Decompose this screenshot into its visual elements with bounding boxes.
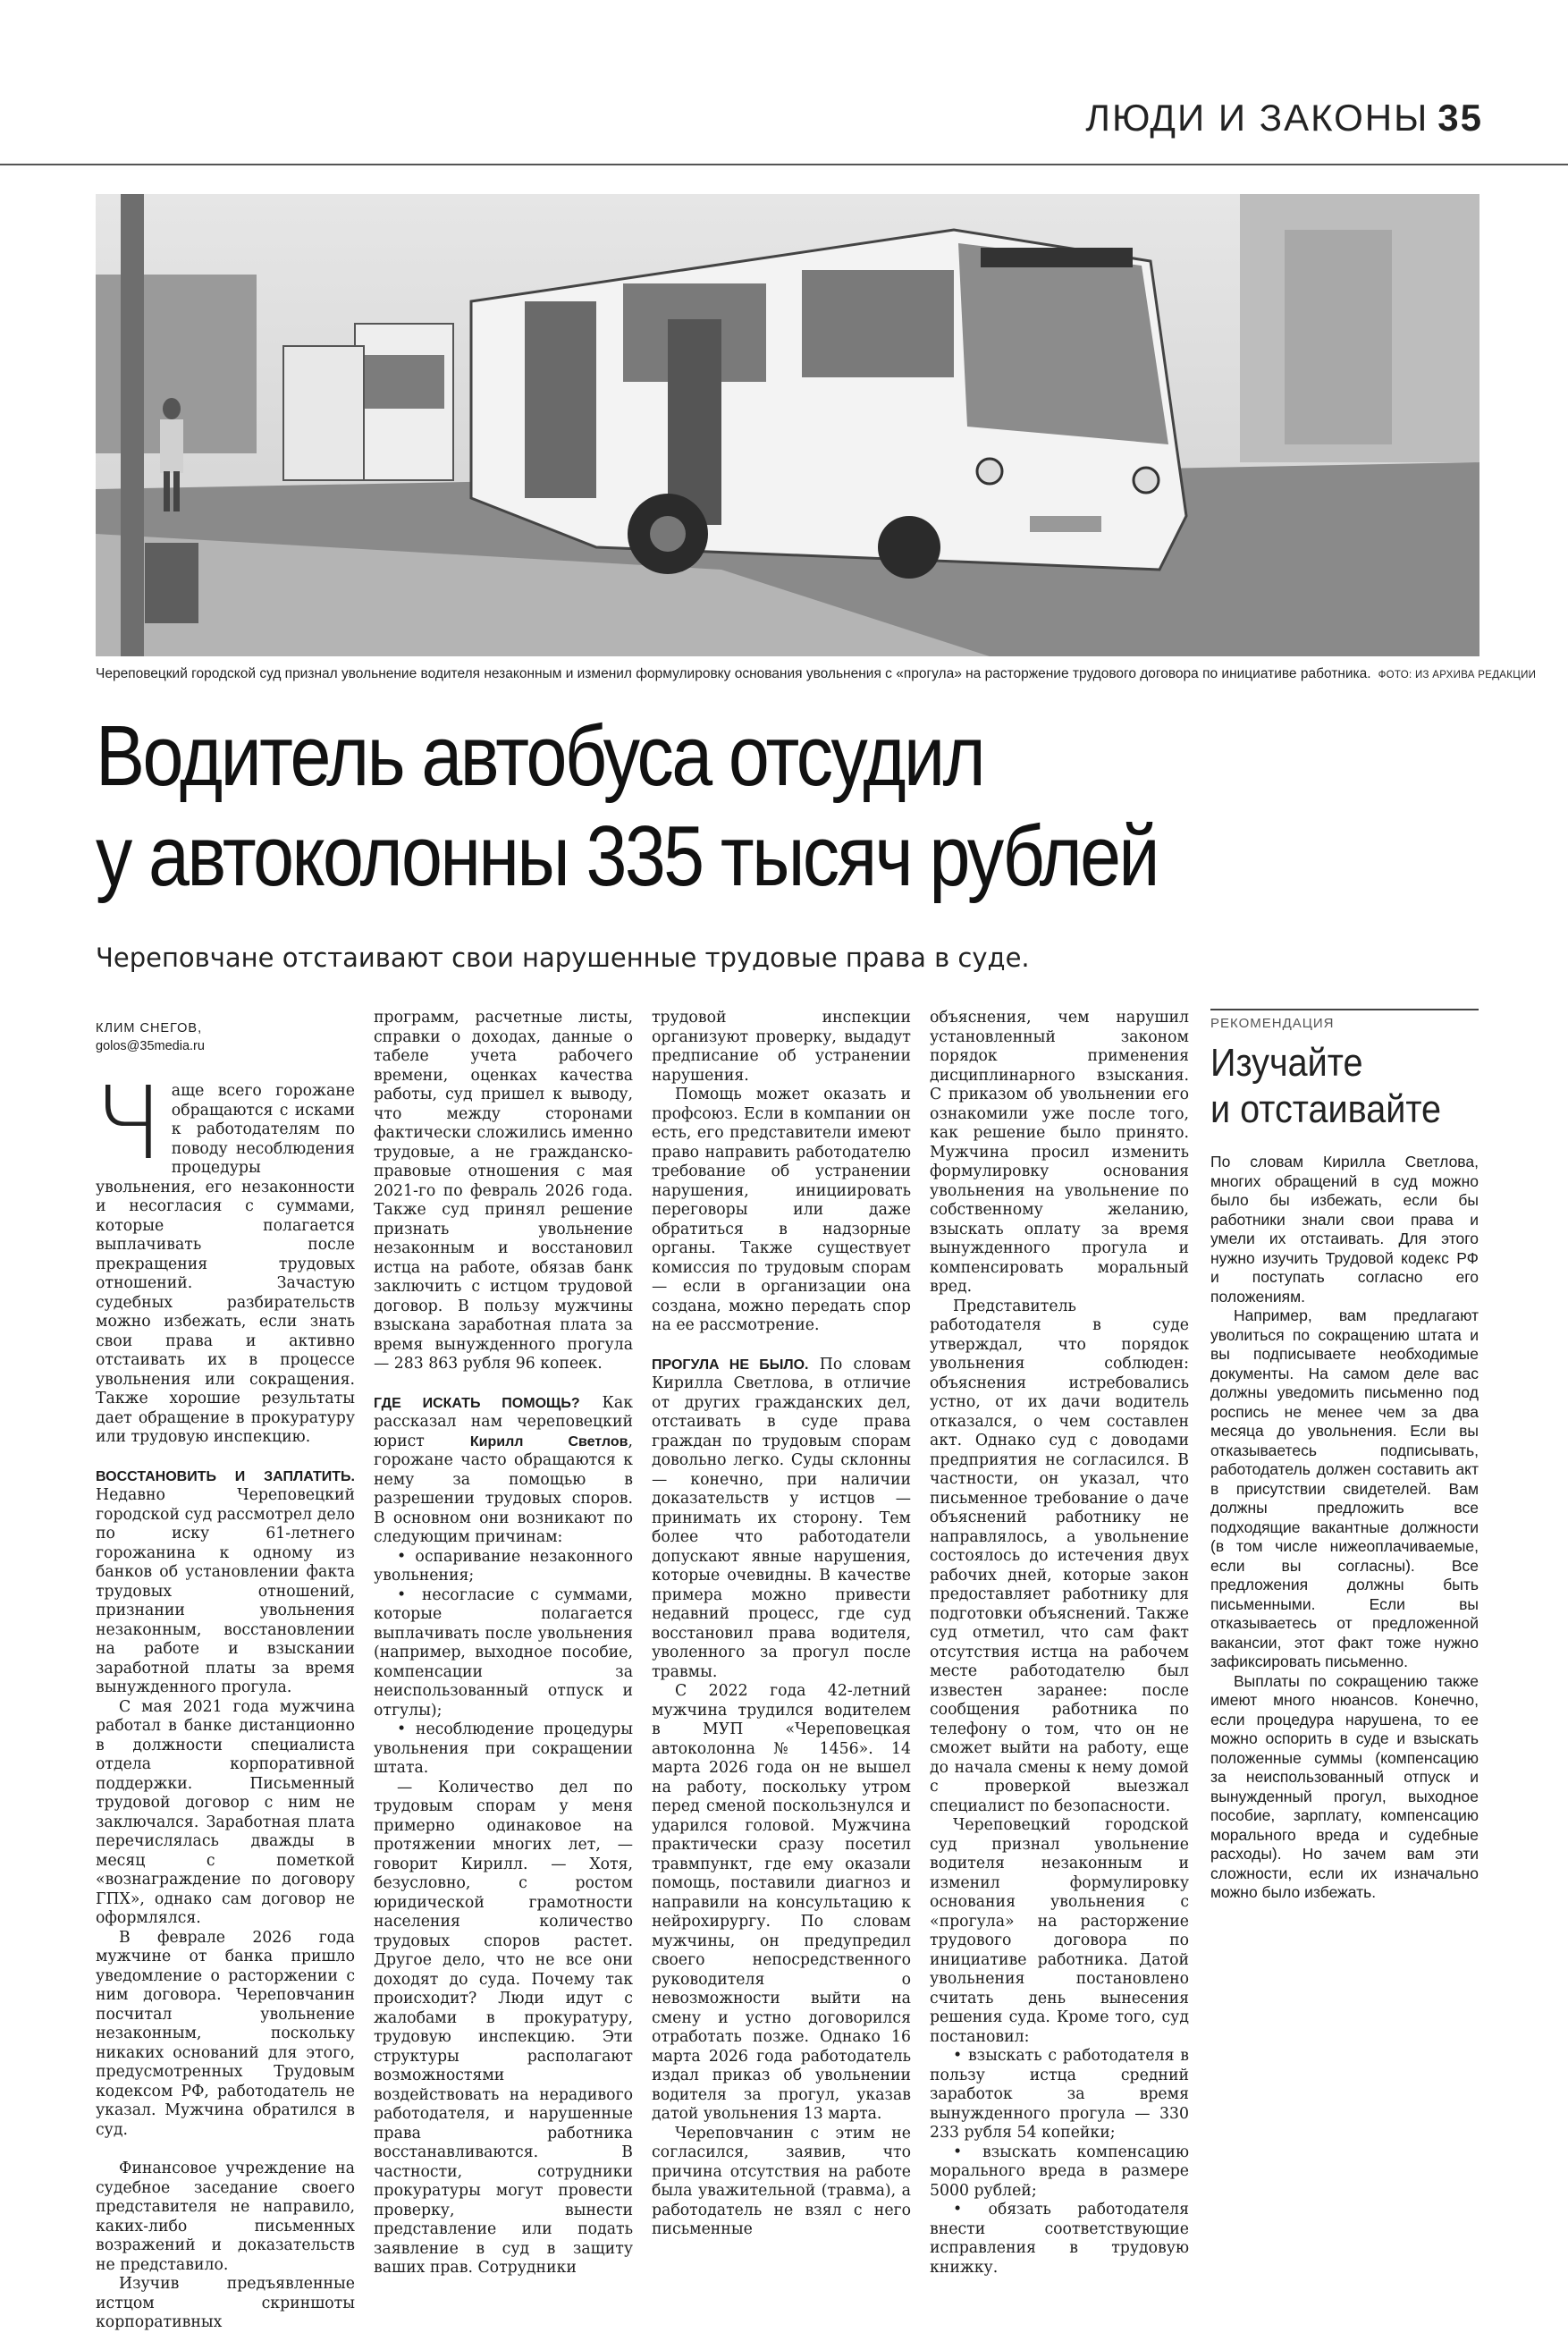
paragraph: Выплаты по сокращению также имеют много нюансов. Конечно, если процедура нарушена, то ее можно оспорить в суде и взыскать положенные суммы (компенсацию за неиспользованный отпуск и вынужденный прогул, выходное пособие, зарплату, компенсацию морального вреда и судебные расходы). Но зачем вам эти сложности, если их изначально можно было избежать. [1210, 1671, 1479, 1901]
author-email[interactable]: golos@35media.ru [96, 1039, 205, 1053]
reasons-list [374, 1548, 633, 1779]
subheading: ПРОГУЛА НЕ БЫЛО. [652, 1357, 809, 1373]
list-item: • оспаривание незаконного увольнения; [374, 1547, 633, 1585]
bus-photo-image [96, 194, 1479, 656]
paragraph: ПРОГУЛА НЕ БЫЛО. По словам Кирилла Светлова, в отличие от других гражданских дел, отстаивать в суде права граждан по трудовым спорам довольно легко. Суды склонны — конечно, при наличии доказательств у истцов — принимать их сторону. Тем более что работодатели допускают явные нарушения, которые очевидны. В качестве примера можно привести недавний процесс, где суд восстановил права водителя, уволенного за прогул после травмы. [652, 1355, 911, 1681]
paragraph: программ, расчетные листы, справки о доходах, данные о табеле учета рабочего времени, оценках качества работы, суд пришел к выводу, что между сторонами фактически сложились именно трудовые, а не гражданско-правовые отношения с мая 2021-го по февраль 2026 года. Также суд принял решение признать увольнение незаконным и восстановил истца на работе, обязав банк заключить с истцом трудовой договор. В пользу мужчины взыскана заработная плата за время вынужденного прогула — 283 863 рубля 96 копеек. [374, 1009, 633, 1373]
paragraph: — Количество дел по трудовым спорам у меня примерно одинаковое на протяжении многих лет, — говорит Кирилл. — Хотя, безусловно, с ростом юридической грамотности населения количество трудовых споров растет. Другое дело, что не все они доходят до суда. Почему так происходит? Люди идут с жалобами в прокуратуру, трудовую инспекцию. Эти структуры располагают возможностями воздействовать на нерадивого работодателя, и нарушенные права работника восстанавливаются. В частности, сотрудники прокуратуры могут провести проверку, вынести представление или подать заявление в суд в защиту ваших прав. Сотрудники [374, 1778, 633, 2277]
subheadline: Череповчане отстаивают свои нарушенные трудовые права в суде. [96, 942, 1030, 973]
list-item: • несогласие с суммами, которые полагается выплачивать после увольнения (например, выходное пособие, компенсации за неиспользованный отпуск и отгулы); [374, 1585, 633, 1720]
list-item: • взыскать с работодателя в пользу истца средний заработок за время вынужденного прогула — 330 233 рубля 54 копейки; [930, 2047, 1189, 2142]
paragraph: ВОССТАНОВИТЬ И ЗАПЛАТИТЬ. Недавно Череповецкий городской суд рассмотрел дело по иску 61-летнего горожанина к одному из банков об установлении факта трудовых отношений, признании увольнения незаконным, восстановлении на работе и взыскании заработной платы за время вынужденного прогула. [96, 1468, 355, 1696]
paragraph: объяснения, чем нарушил установленный законом порядок применения дисциплинарного взыскания. С приказом об увольнении его ознакомили уже после того, как решение было принято. Мужчина просил изменить формулировку основания увольнения на увольнение по собственному желанию, взыскать оплату за время вынужденного прогула и компенсировать моральный вред. [930, 1009, 1189, 1296]
list-item: • взыскать компенсацию морального вреда в размере 5000 рублей; [930, 2143, 1189, 2200]
sidebar-body [1210, 1153, 1479, 1903]
paragraph: Изучив предъявленные истцом скриншоты корпоративных [96, 2275, 355, 2331]
drop-cap: Ч [94, 1066, 163, 1182]
expert-name: Кирилл Светлов [469, 1433, 628, 1450]
bus-photo [96, 194, 1479, 656]
paragraph: Представитель работодателя в суде утверждал, что порядок увольнения соблюден: объяснения истребовались устно, от их дачи водитель отказался, о чем составлен акт. Однако суд с доводами предприятия не согласился. В частности, он указал, что письменное требование о даче объяснений работнику не направлялось, а увольнение состоялось до истечения двух рабочих дней, которые закон предоставляет работнику для подготовки объяснений. Также суд отметил, что сам факт отсутствия истца на рабочем месте работодателю был известен заранее: после сообщения работника по телефону о том, что он не сможет выйти на работу, еще до начала смены к нему домой с проверкой выезжал специалист по безопасности. [930, 1297, 1189, 1815]
paragraph: В феврале 2026 года мужчине от банка пришло уведомление о расторжении с ним договора. Череповчанин посчитал увольнение незаконным, поскольку никаких оснований для этого, предусмотренных Трудовым кодексом РФ, работодатель не указал. Мужчина обратился в суд. [96, 1928, 355, 2139]
paragraph: ГДЕ ИСКАТЬ ПОМОЩЬ? Как рассказал нам череповецкий юрист Кирилл Светлов, горожане часто обращаются к нему за помощью в разрешении трудовых споров. В основном они возникают по следующим причинам: [374, 1393, 633, 1546]
paragraph: трудовой инспекции организуют проверку, выдадут предписание об устранении нарушения. [652, 1009, 911, 1085]
sidebar-title [1210, 1040, 1452, 1133]
page-number: 35 [1437, 97, 1483, 139]
paragraph: С 2022 года 42-летний мужчина трудился водителем в МУП «Череповецкая автоколонна № 1456». 14 марта 2026 года он не вышел на работу, поскольку утром перед сменой поскользнулся и ударился головой. Мужчина практически сразу посетил травмпункт, где ему оказали помощь, поставили диагноз и направили на консультацию к нейрохирургу. По словам мужчины, он предупредил своего непосредственного руководителя о невозможности выйти на смену и устно договорился отработать позже. Однако 16 марта 2026 года работодатель издал приказ об увольнении водителя за прогул, указав датой увольнения 13 марта. [652, 1682, 911, 2123]
article-column-2 [374, 1009, 633, 2278]
subheading: ГДЕ ИСКАТЬ ПОМОЩЬ? [374, 1395, 580, 1411]
article-column-4 [930, 1009, 1189, 2278]
subheading: ВОССТАНОВИТЬ И ЗАПЛАТИТЬ. [96, 1468, 355, 1484]
list-item: • несоблюдение процедуры увольнения при сокращении штата. [374, 1720, 633, 1777]
paragraph: Например, вам предлагают уволиться по сокращению штата и вы подписываете необходимые документы. На самом деле вас должны уведомить письменно под роспись не менее чем за два месяца до увольнения. Если вы отказываетесь подписывать, работодатель должен составить акт в присутствии свидетелей. Вам должны предложить все подходящие вакантные должности (в том числе нижеоплачиваемые, если вы согласны). Все предложения должны быть письменными. Если вы отказываетесь от предложенной вакансии, этот факт тоже нужно зафиксировать письменно. [1210, 1306, 1479, 1670]
headline [96, 706, 1295, 907]
article-column-3 [652, 1009, 911, 2240]
paragraph: Череповчанин с этим не согласился, заявив, что причина отсутствия на работе была уважительной (травма), а работодатель не взял с него письменные [652, 2124, 911, 2238]
sidebar-title-line-1: Изучайте [1210, 1041, 1363, 1085]
list-item: • обязать работодателя внести соответствующие исправления в трудовую книжку. [930, 2201, 1189, 2277]
paragraph: Чаще всего горожане обращаются с исками к работодателям по поводу несоблюдения процедуры увольнения, его незаконности и несогласия с суммами, которые полагается выплачивать после прекращения трудовых отношений. Зачастую судебных разбирательств можно избежать, если знать свои права и активно отстаивать их в процессе увольнения или сокращения. Также хорошие результаты дает обращение в прокуратуру или трудовую инспекцию. [94, 1066, 355, 1446]
paragraph: Финансовое учреждение на судебное заседание своего представителя не направило, каких-либо письменных возражений и доказательств не представило. [96, 2160, 355, 2274]
sidebar-divider [1210, 1009, 1479, 1010]
section-name: ЛЮДИ И ЗАКОНЫ [1085, 97, 1429, 139]
photo-credit: ФОТО: ИЗ АРХИВА РЕДАКЦИИ [1378, 670, 1537, 680]
byline [96, 1019, 355, 1055]
paragraph: С мая 2021 года мужчина работал в банке дистанционно в должности специалиста отдела корпоративной поддержки. Письменный трудовой договор с ним не заключался. Заработная плата перечислялась дважды в месяц с пометкой «вознаграждение по договору ГПХ», однако сам договор не оформлялся. [96, 1697, 355, 1927]
caption-text: Череповецкий городской суд признал увольнение водителя незаконным и изменил формулировку основания увольнения с «прогула» на расторжение трудового договора по инициативе работника. [96, 666, 1371, 681]
recommendation-sidebar [1210, 1009, 1479, 1903]
paragraph: Помощь может оказать и профсоюз. Если в компании он есть, его представители имеют право направить работодателю требование об устранении нарушения, инициировать переговоры или даже обратиться в надзорные органы. Также существует комиссия по трудовым спорам — если в организации она создана, можно передать спор на ее рассмотрение. [652, 1086, 911, 1334]
paragraph: Череповецкий городской суд признал увольнение водителя незаконным и изменил формулировку основания увольнения с «прогула» на расторжение трудового договора по инициативе работника. Датой увольнения постановлено считать день вынесения решения суда. Кроме того, суд постановил: [930, 1816, 1189, 2046]
photo-caption [96, 666, 1537, 682]
sidebar-title-line-2: и отстаивайте [1210, 1087, 1442, 1131]
author-name: КЛИМ СНЕГОВ, [96, 1021, 203, 1035]
header-divider [0, 164, 1568, 165]
sidebar-tag: РЕКОМЕНДАЦИЯ [1210, 1016, 1335, 1031]
headline-line-2: у автоколонны 335 тысяч рублей [96, 808, 1158, 904]
headline-line-1: Водитель автобуса отсудил [96, 708, 984, 804]
section-header [1085, 97, 1483, 139]
paragraph: По словам Кирилла Светлова, многих обращений в суд можно было бы избежать, если бы работники знали свои права и умели их отстаивать. Для этого нужно изучить Трудовой кодекс РФ и поступать согласно его положениям. [1210, 1153, 1479, 1306]
article-column-1 [96, 1019, 355, 2333]
ruling-list [930, 2047, 1189, 2278]
